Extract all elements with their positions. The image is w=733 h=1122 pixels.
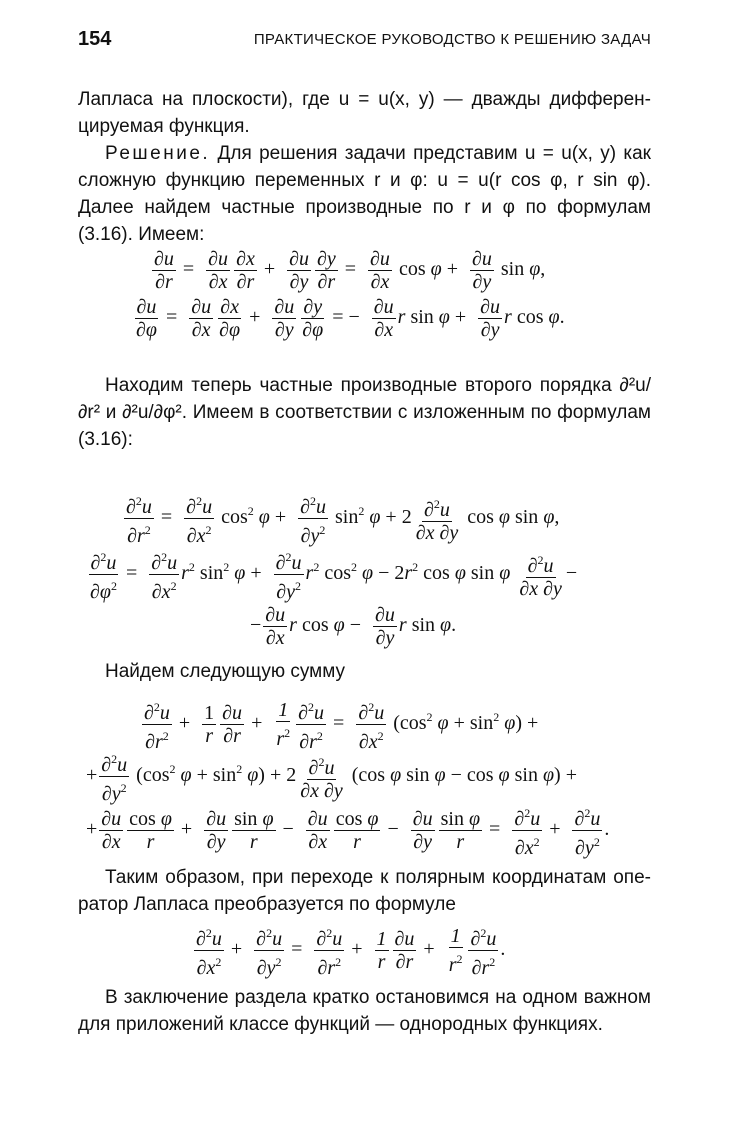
paragraph-2-text: Для решения задачи представим u = u(x, y) как сложную функцию переменных r и φ: u = u(r cos φ, r sin φ). Далее найдем частные производные по r и φ по формулам (3.16). Имеем: <box>78 143 651 245</box>
formula-sum-1: $\frac{\partial^2u}{\partial r^2}$ + $\frac{1}{r}$ $\frac{\partial u}{\partial r}$ + $\frac{1}{r^2}$ $\frac{\partial^2u}{\partial r^2}$ = $\frac{\partial^2u}{\partial x^2}$ ($\cos^2$ $\varphi + \sin^2 \varphi$) + <box>140 696 538 753</box>
formula-d2u-dphi2-cont: − $\frac{\partial u}{\partial x}$ r cos φ − $\frac{\partial u}{\partial y}$ r sin φ. <box>250 604 457 649</box>
paragraph-5: Таким образом, при переходе к полярным координатам опе-ратор Лапласа преобразуется по формуле <box>78 867 651 915</box>
paragraph-1: Лапласа на плоскости), где u = u(x, y) — дважды дифферен-цируемая функция. <box>78 89 651 137</box>
solution-label: Решение. <box>105 143 211 164</box>
formula-laplace-polar: $\frac{\partial^2u}{\partial x^2}$ + $\frac{\partial^2u}{\partial y^2}$ = $\frac{\partial^2u}{\partial r^2}$ + $\frac{1}{r}$ $\frac{\partial u}{\partial r}$ + $\frac{1}{r^2}$ $\frac{\partial^2u}{\partial r^2}$ . <box>192 922 505 979</box>
formula-d2u-dr2: $\frac{\partial^2u}{\partial r^2}$ = $\frac{\partial^2u}{\partial x^2}$ $\cos^2 \varphi$ + $\frac{\partial^2u}{\partial y^2}$ $\sin^2 \varphi + 2$ $\frac{\partial^2u}{\partial x \partial y}$ cos φ sin φ, <box>122 490 559 547</box>
paragraph-3: Находим теперь частные производные второго порядка ∂²u/∂r² и ∂²u/∂φ². Имеем в соответствии с изложенным по формулам (3.16): <box>78 375 651 450</box>
page-number: 154 <box>78 28 112 50</box>
formula-sum-2: + $\frac{\partial^2u}{\partial y^2}$ ($\cos^2$ $\varphi + \sin^2 \varphi) + 2$ $\frac{\partial^2u}{\partial x \partial y}$ (cos φ sin φ − cos φ sin φ) + <box>86 748 577 805</box>
paragraph-4: Найдем следующую сумму <box>105 661 345 682</box>
paragraph-2 <box>78 140 651 248</box>
formula-du-dr: $\frac{\partial u}{\partial r}$ = $\frac{\partial u}{\partial x}$ $\frac{\partial x}{\partial r}$ + $\frac{\partial u}{\partial y}$ $\frac{\partial y}{\partial r}$ = $\frac{\partial u}{\partial x}$ cos φ + $\frac{\partial u}{\partial y}$ sin φ, <box>154 248 546 293</box>
paragraph-6: В заключение раздела кратко остановимся на одном важном для приложений классе функций — однородных функциях. <box>78 987 651 1035</box>
formula-du-dphi: $\frac{\partial u}{\partial\varphi}$ = $\frac{\partial u}{\partial x}$ $\frac{\partial x}{\partial\varphi}$ + $\frac{\partial u}{\partial y}$ $\frac{\partial y}{\partial\varphi}$ = − $\frac{\partial u}{\partial x}$ r sin φ + $\frac{\partial u}{\partial y}$ r cos φ. <box>136 296 565 341</box>
page-header <box>78 28 651 52</box>
formula-sum-3: + $\frac{\partial u}{\partial x}$ $\frac{\text{cos φ}}{r}$ + $\frac{\partial u}{\partial y}$ $\frac{\text{sin φ}}{r}$ − $\frac{\partial u}{\partial x}$ $\frac{\text{cos φ}}{r}$ − $\frac{\partial u}{\partial y}$ $\frac{\text{sin φ}}{r}$ = $\frac{\partial^2u}{\partial x^2}$ + $\frac{\partial^2u}{\partial y^2}$ . <box>86 802 609 859</box>
formula-d2u-dphi2: $\frac{\partial^2u}{\partial\varphi^2}$ = $\frac{\partial^2u}{\partial x^2}$ $r^2$ $\sin^2 \varphi$ + $\frac{\partial^2u}{\partial y^2}$ $r^2$ $\cos^2 \varphi - 2r^2$ cos φ sin φ $\frac{\partial^2u}{\partial x \partial y}$ − <box>86 546 577 603</box>
running-title: ПРАКТИЧЕСКОЕ РУКОВОДСТВО К РЕШЕНИЮ ЗАДАЧ <box>253 31 651 48</box>
